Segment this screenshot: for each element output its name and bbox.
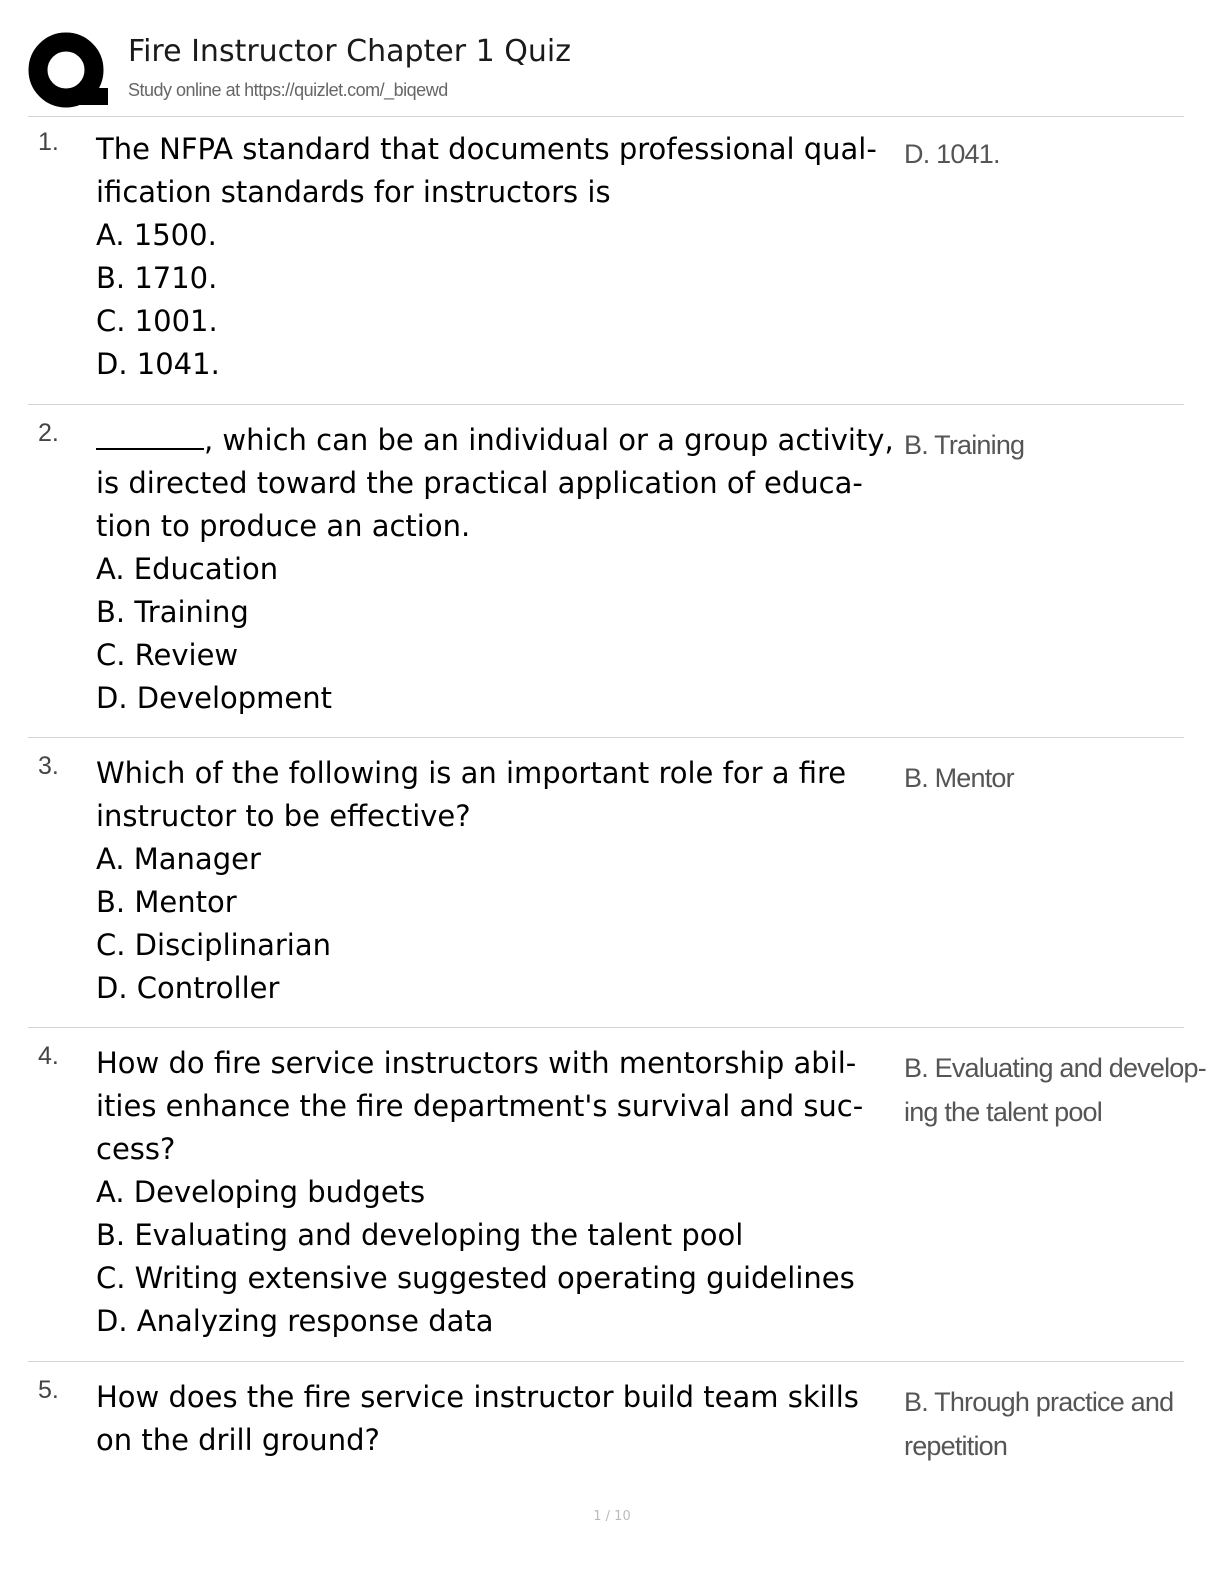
answer-option: D. Analyzing response data xyxy=(96,1304,494,1338)
question-text xyxy=(96,1376,901,1462)
answer-line: B. Evaluating and develop- xyxy=(904,1053,1206,1083)
answer-option: B. Mentor xyxy=(96,885,237,919)
question-line: instructor to be effective? xyxy=(96,799,471,833)
correct-answer xyxy=(904,132,1184,176)
question-line: How do fire service instructors with mentorship abil- xyxy=(96,1046,857,1080)
question-text xyxy=(96,128,901,386)
answer-option: C. Disciplinarian xyxy=(96,928,331,962)
study-link[interactable]: Study online at https://quizlet.com/_biqewd xyxy=(128,80,448,100)
question-line: ification standards for instructors is xyxy=(96,175,611,209)
page-title: Fire Instructor Chapter 1 Quiz xyxy=(128,34,571,69)
correct-answer xyxy=(904,1380,1184,1468)
question-number: 3. xyxy=(38,752,59,780)
page-number: 1 / 10 xyxy=(593,1509,631,1524)
answer-option: D. 1041. xyxy=(96,347,220,381)
question-line: cess? xyxy=(96,1132,176,1166)
question-item xyxy=(28,1376,1184,1476)
correct-answer xyxy=(904,756,1184,800)
question-number: 1. xyxy=(38,128,59,156)
question-line: The NFPA standard that documents professional qual- xyxy=(96,132,877,166)
question-line: ities enhance the fire department's survival and suc- xyxy=(96,1089,864,1123)
correct-answer xyxy=(904,423,1184,467)
question-number: 2. xyxy=(38,419,59,447)
answer-option: C. Review xyxy=(96,638,239,672)
question-text xyxy=(96,752,901,1010)
answer-line: B. Mentor xyxy=(904,763,1014,793)
answer-option: A. 1500. xyxy=(96,218,217,252)
answer-option: A. Developing budgets xyxy=(96,1175,426,1209)
page-header xyxy=(28,30,1184,117)
answer-option: C. 1001. xyxy=(96,304,218,338)
answer-option: C. Writing extensive suggested operating guidelines xyxy=(96,1261,855,1295)
quizlet-logo-icon xyxy=(28,32,108,110)
question-item xyxy=(28,1042,1206,1362)
question-line-rest: , which can be an individual or a group activity, xyxy=(204,423,894,457)
question-line: on the drill ground? xyxy=(96,1423,380,1457)
answer-option: D. Controller xyxy=(96,971,280,1005)
answer-option: A. Manager xyxy=(96,842,261,876)
question-item xyxy=(28,419,1184,738)
answer-line: ing the talent pool xyxy=(904,1097,1102,1127)
question-line xyxy=(96,419,901,462)
answer-option: B. Training xyxy=(96,595,249,629)
question-item xyxy=(28,752,1184,1028)
question-line: tion to produce an action. xyxy=(96,509,471,543)
answer-option: B. Evaluating and developing the talent pool xyxy=(96,1218,744,1252)
answer-line: repetition xyxy=(904,1431,1008,1461)
question-number: 5. xyxy=(38,1376,59,1404)
question-item xyxy=(28,128,1184,405)
answer-option: A. Education xyxy=(96,552,279,586)
question-line: How does the fire service instructor build team skills xyxy=(96,1380,859,1414)
answer-option: D. Development xyxy=(96,681,332,715)
question-number: 4. xyxy=(38,1042,59,1070)
answer-line: D. 1041. xyxy=(904,139,1000,169)
answer-line: B. Training xyxy=(904,430,1025,460)
question-line: is directed toward the practical application of educa- xyxy=(96,466,863,500)
question-text xyxy=(96,1042,901,1343)
correct-answer xyxy=(904,1046,1206,1134)
question-text xyxy=(96,419,901,720)
answer-line: B. Through practice and xyxy=(904,1387,1174,1417)
question-line: Which of the following is an important role for a fire xyxy=(96,756,847,790)
fill-in-blank xyxy=(96,424,204,450)
answer-option: B. 1710. xyxy=(96,261,218,295)
